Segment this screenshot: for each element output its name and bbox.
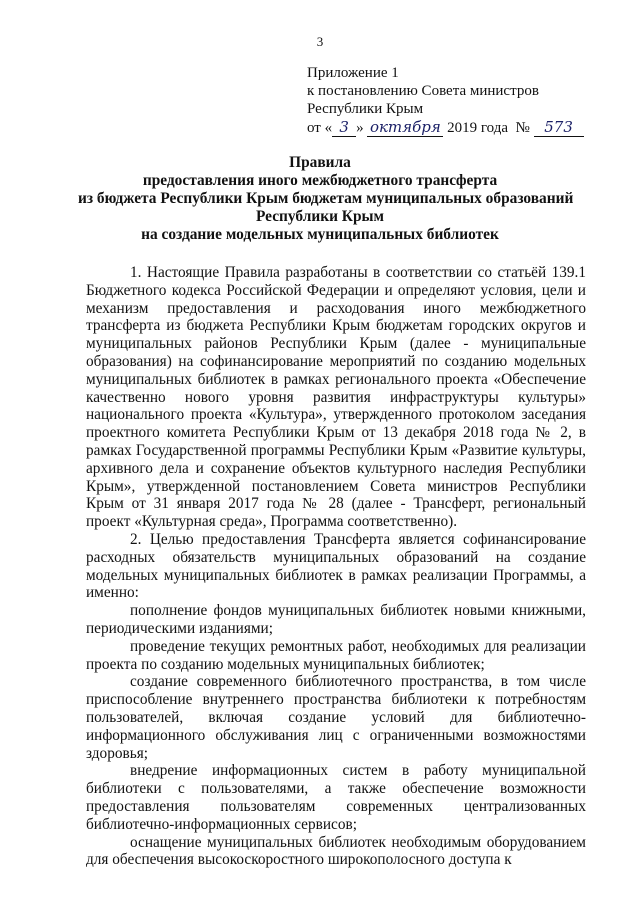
number-sign: № xyxy=(515,120,530,136)
date-prefix: от « xyxy=(307,120,333,136)
handwritten-month: октября xyxy=(367,118,443,137)
title-line-5: на создание модельных муниципальных библиотек xyxy=(141,226,499,243)
title-line-1: Правила xyxy=(289,154,351,171)
appendix-decree-line: к постановлению Совета министров xyxy=(307,83,539,99)
list-item-space: создание современного библиотечного пространства, в том числе приспособление внутреннего пространства библиотеки к потребностям пользователей, включая создание условий для библиотечно-информационного обслуживания лиц с ограниченными возможностями здоровья; xyxy=(86,673,586,762)
date-year: 2019 года xyxy=(447,120,508,136)
appendix-header xyxy=(307,64,617,137)
list-item-repairs: проведение текущих ремонтных работ, необходимых для реализации проекта по созданию модельных муниципальных библиотек; xyxy=(86,637,586,673)
paragraph-2: 2. Целью предоставления Трансферта является софинансирование расходных обязательств муниципальных образований на создание модельных муниципальных библиотек в рамках реализации Программы, а именно: xyxy=(86,530,586,602)
paragraph-1: 1. Настоящие Правила разработаны в соответствии со статьёй 139.1 Бюджетного кодекса Российской Федерации и определяют условия, цели и механизм предоставления и расходования иного межбюджетного трансферта из бюджета Республики Крым бюджетам городских округов и муниципальных районов Республики Крым (далее - муниципальные образования) на софинансирование мероприятий по созданию модельных муниципальных библиотек в рамках регионального проекта «Обеспечение качественно нового уровня развития инфраструктуры культуры» национального проекта «Культура», утвержденного протоколом заседания проектного комитета Республики Крым от 13 декабря 2018 года № 2, в рамках Государственной программы Республики Крым «Развитие культуры, архивного дела и сохранение объектов культурного наследия Республики Крым», утвержденной постановлением Совета министров Республики Крым от 31 января 2017 года № 28 (далее - Трансферт, региональный проект «Культурная среда», Программа соответственно). xyxy=(86,264,586,531)
appendix-republic-line: Республики Крым xyxy=(307,101,424,117)
title-line-4: Республики Крым xyxy=(255,208,385,225)
handwritten-day: 3 xyxy=(332,118,356,137)
document-title xyxy=(78,154,574,244)
page-number: 3 xyxy=(316,34,324,49)
appendix-date-line xyxy=(307,118,617,137)
title-line-2: предоставления иного межбюджетного трансферта xyxy=(142,172,498,189)
title-line-3: из бюджета Республики Крым бюджетам муниципальных образований xyxy=(78,190,574,207)
date-quote-close: » xyxy=(356,120,364,136)
handwritten-number: 573 xyxy=(534,118,584,137)
list-item-equipment: оснащение муниципальных библиотек необходимым оборудованием для обеспечения высокоскоростного широкополосного доступа к xyxy=(86,833,586,869)
list-item-funds: пополнение фондов муниципальных библиотек новыми книжными, периодическими изданиями; xyxy=(86,602,586,637)
document-body xyxy=(86,264,586,869)
appendix-title: Приложение 1 xyxy=(307,65,399,81)
list-item-systems: внедрение информационных систем в работу муниципальной библиотеки с пользователями, а также обеспечение возможности предоставления пользователям современных централизованных библиотечно-информационных сервисов; xyxy=(86,762,586,833)
